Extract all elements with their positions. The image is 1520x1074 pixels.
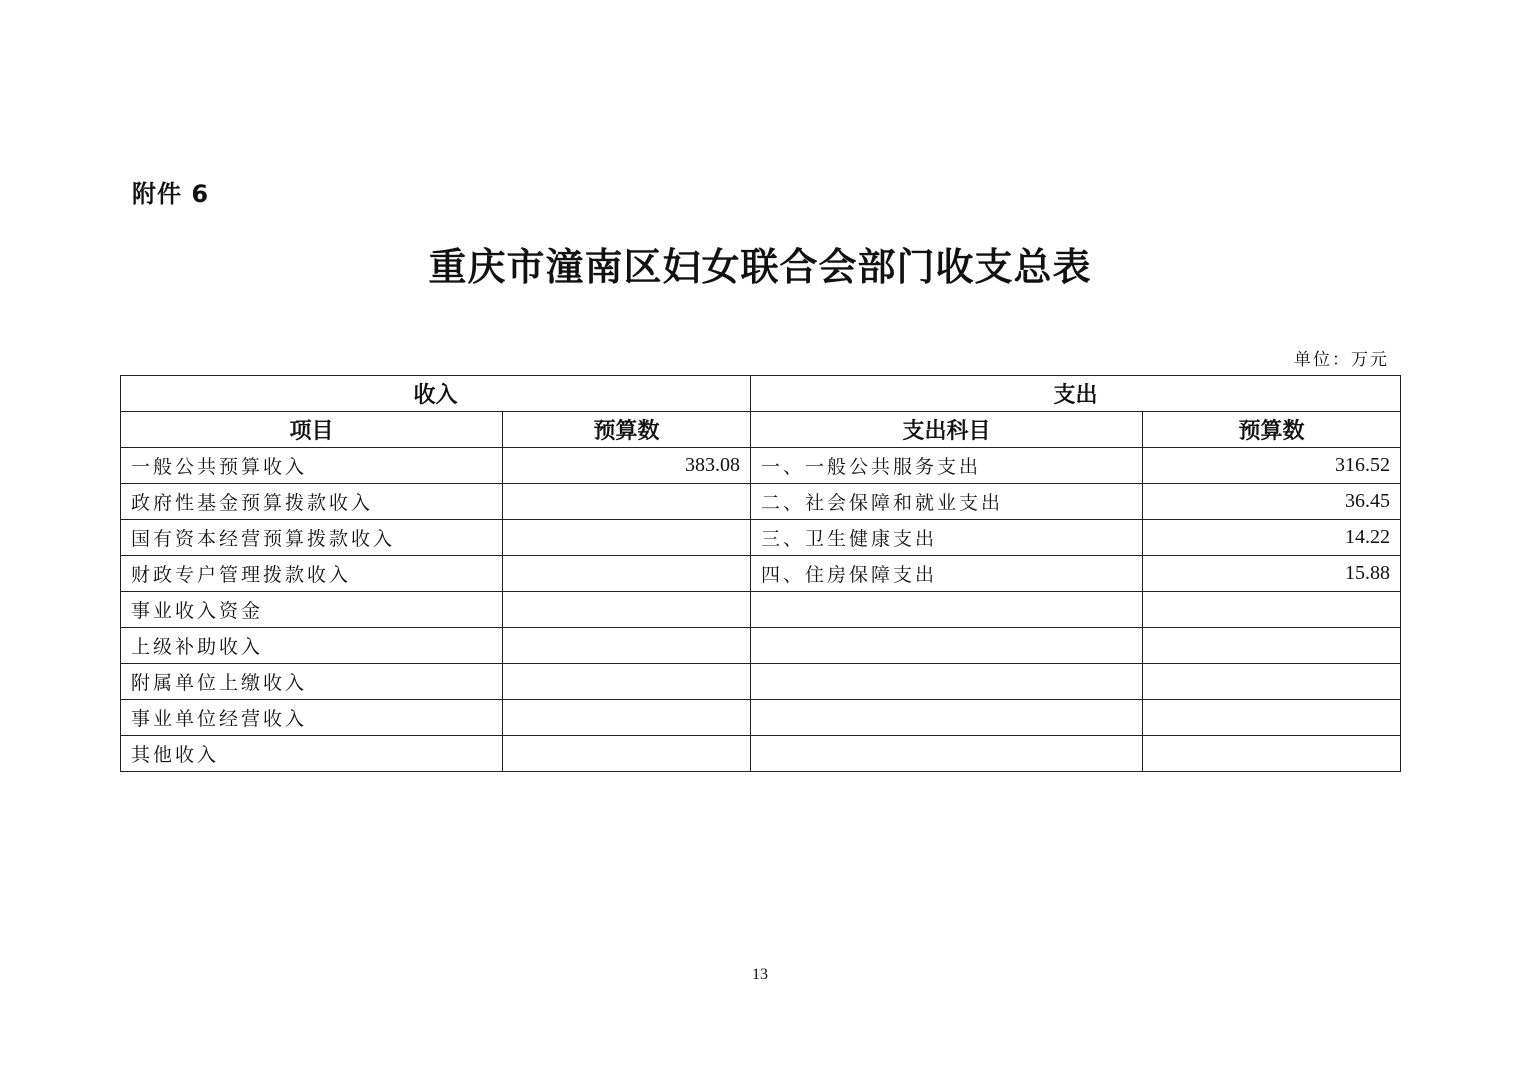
income-budget-cell — [503, 592, 751, 628]
expense-item-cell: 二、社会保障和就业支出 — [751, 484, 1143, 520]
table-row — [121, 556, 1401, 592]
table-row — [121, 736, 1401, 772]
unit-label: 单位：万元 — [1294, 350, 1389, 370]
attachment-label: 附件 6 — [132, 180, 210, 208]
income-item-cell: 政府性基金预算拨款收入 — [121, 484, 503, 520]
expense-item-cell — [751, 628, 1143, 664]
income-item-cell: 其他收入 — [121, 736, 503, 772]
expense-budget-cell: 15.88 — [1143, 556, 1401, 592]
income-item-header: 项目 — [121, 412, 503, 448]
table-row — [121, 484, 1401, 520]
group-header-row — [121, 376, 1401, 412]
income-budget-cell — [503, 700, 751, 736]
expense-group-header: 支出 — [751, 376, 1401, 412]
expense-budget-cell: 14.22 — [1143, 520, 1401, 556]
income-item-cell: 事业单位经营收入 — [121, 700, 503, 736]
expense-budget-cell: 316.52 — [1143, 448, 1401, 484]
income-item-cell: 财政专户管理拨款收入 — [121, 556, 503, 592]
table-row — [121, 448, 1401, 484]
expense-item-cell — [751, 736, 1143, 772]
expense-budget-cell — [1143, 700, 1401, 736]
income-budget-cell: 383.08 — [503, 448, 751, 484]
expense-budget-cell — [1143, 592, 1401, 628]
income-item-cell: 附属单位上缴收入 — [121, 664, 503, 700]
income-budget-cell — [503, 484, 751, 520]
expense-budget-cell: 36.45 — [1143, 484, 1401, 520]
table-row — [121, 592, 1401, 628]
expense-item-header: 支出科目 — [751, 412, 1143, 448]
income-budget-cell — [503, 628, 751, 664]
expense-budget-cell — [1143, 664, 1401, 700]
income-budget-cell — [503, 736, 751, 772]
expense-item-cell — [751, 700, 1143, 736]
income-item-cell: 上级补助收入 — [121, 628, 503, 664]
table-row — [121, 664, 1401, 700]
income-item-cell: 国有资本经营预算拨款收入 — [121, 520, 503, 556]
expense-item-cell: 四、住房保障支出 — [751, 556, 1143, 592]
expense-item-cell — [751, 592, 1143, 628]
table-row — [121, 520, 1401, 556]
income-budget-header: 预算数 — [503, 412, 751, 448]
income-item-cell: 一般公共预算收入 — [121, 448, 503, 484]
page-number: 13 — [752, 966, 768, 983]
expense-budget-cell — [1143, 736, 1401, 772]
expense-item-cell — [751, 664, 1143, 700]
column-header-row — [121, 412, 1401, 448]
budget-summary-table — [120, 375, 1401, 772]
expense-item-cell: 三、卫生健康支出 — [751, 520, 1143, 556]
expense-budget-cell — [1143, 628, 1401, 664]
income-group-header: 收入 — [121, 376, 751, 412]
income-budget-cell — [503, 520, 751, 556]
table-row — [121, 700, 1401, 736]
income-budget-cell — [503, 664, 751, 700]
document-title: 重庆市潼南区妇女联合会部门收支总表 — [428, 244, 1092, 289]
income-budget-cell — [503, 556, 751, 592]
expense-budget-header: 预算数 — [1143, 412, 1401, 448]
income-item-cell: 事业收入资金 — [121, 592, 503, 628]
expense-item-cell: 一、一般公共服务支出 — [751, 448, 1143, 484]
table-row — [121, 628, 1401, 664]
